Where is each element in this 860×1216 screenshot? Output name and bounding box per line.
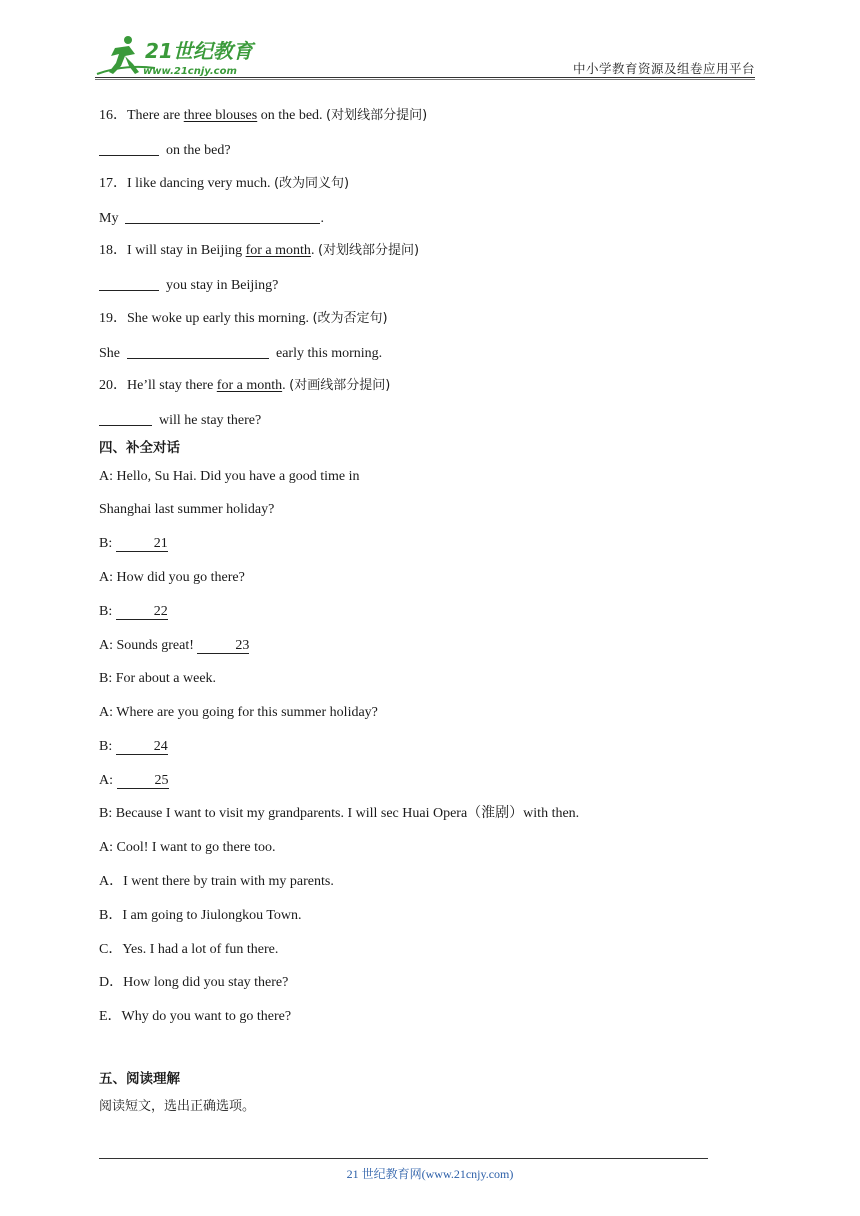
- dialogue-line: B: 22: [99, 604, 168, 619]
- answer-17[interactable]: My .: [99, 211, 324, 226]
- blank-21[interactable]: 21: [116, 536, 168, 552]
- section-5-instruction: 阅读短文，选出正确选项。: [99, 1099, 256, 1114]
- dialogue-line: A: 25: [99, 773, 169, 788]
- footer-link[interactable]: 21 世纪教育网(www.21cnjy.com): [346, 1167, 514, 1181]
- dialogue-line: B: 24: [99, 739, 168, 754]
- dialogue-line: B: Because I want to visit my grandparents. I will sec Huai Opera（淮剧）with then.: [99, 806, 580, 821]
- answer-blank: [127, 344, 269, 359]
- footer-divider: [99, 1158, 708, 1159]
- header-divider-thin: [95, 79, 755, 80]
- blank-23[interactable]: 23: [197, 638, 249, 654]
- blank-25[interactable]: 25: [117, 773, 169, 789]
- section-4-title: 四、补全对话: [99, 440, 180, 456]
- question-18: 18．I will stay in Beijing for a month. (对划线部分提问): [99, 243, 420, 258]
- answer-16[interactable]: on the bed?: [99, 141, 231, 160]
- dialogue-line: B: 21: [99, 536, 168, 551]
- dialogue-line: A: How did you go there?: [99, 570, 245, 585]
- dialogue-line: A: Cool! I want to go there too.: [99, 840, 276, 855]
- answer-blank: [125, 209, 320, 224]
- answer-blank: [99, 141, 159, 156]
- option-c: C．Yes. I had a lot of fun there.: [99, 942, 279, 957]
- logo-url: www.21cnjy.com: [143, 66, 237, 77]
- dialogue-line: A: Where are you going for this summer holiday?: [99, 705, 378, 720]
- site-logo: [95, 34, 265, 78]
- blank-22[interactable]: 22: [116, 604, 168, 620]
- dialogue-line: A: Sounds great! 23: [99, 638, 250, 653]
- dialogue-line: Shanghai last summer holiday?: [99, 502, 275, 517]
- platform-title: 中小学教育资源及组卷应用平台: [572, 61, 755, 76]
- question-20: 20．He’ll stay there for a month. (对画线部分提问): [99, 378, 391, 393]
- blank-24[interactable]: 24: [116, 739, 168, 755]
- question-16: 16．There are three blouses on the bed. (对划线部分提问): [99, 108, 428, 123]
- option-b: B．I am going to Jiulongkou Town.: [99, 908, 302, 923]
- page-header: [95, 28, 755, 80]
- option-e: E．Why do you want to go there?: [99, 1009, 292, 1024]
- header-divider: [95, 77, 755, 78]
- question-19: 19．She woke up early this morning. (改为否定句): [99, 311, 388, 326]
- dialogue-line: B: For about a week.: [99, 671, 217, 686]
- option-d: D．How long did you stay there?: [99, 975, 289, 990]
- answer-19[interactable]: She early this morning.: [99, 346, 383, 361]
- option-a: A．I went there by train with my parents.: [99, 874, 334, 889]
- answer-blank: [99, 276, 159, 291]
- question-17: 17．I like dancing very much. (改为同义句): [99, 176, 350, 191]
- answer-blank: [99, 411, 152, 426]
- dialogue-line: A: Hello, Su Hai. Did you have a good time in: [99, 469, 360, 484]
- section-5-title: 五、阅读理解: [99, 1071, 180, 1087]
- answer-20[interactable]: will he stay there?: [99, 411, 261, 430]
- logo-wordmark: 21世纪教育: [145, 39, 253, 63]
- answer-18[interactable]: you stay in Beijing?: [99, 276, 278, 295]
